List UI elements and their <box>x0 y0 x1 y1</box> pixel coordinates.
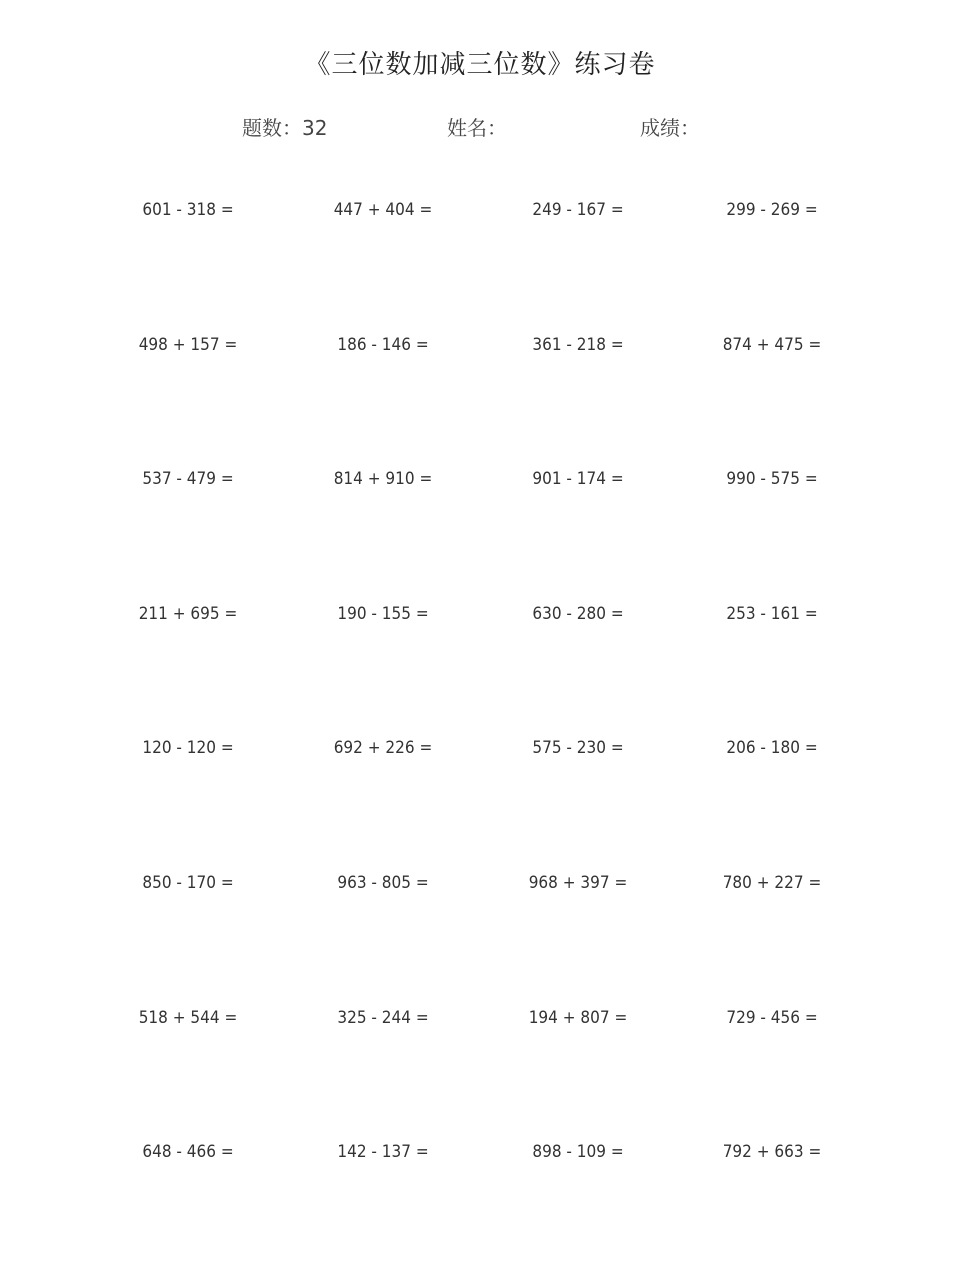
problem-4: 299 - 269 = <box>726 200 818 220</box>
problem-3: 249 - 167 = <box>532 200 624 220</box>
problem-28: 729 - 456 = <box>726 1007 818 1028</box>
problem-6: 186 - 146 = <box>337 334 429 355</box>
problem-11: 901 - 174 = <box>532 469 624 490</box>
problem-16: 253 - 161 = <box>726 603 818 624</box>
score-field-label: 成绩： <box>640 116 700 140</box>
problem-5: 498 + 157 = <box>138 334 238 355</box>
problem-27: 194 + 807 = <box>528 1007 628 1028</box>
problem-30: 142 - 137 = <box>337 1142 429 1163</box>
problem-7: 361 - 218 = <box>532 334 624 355</box>
question-count-label: 题数： <box>242 116 302 140</box>
problem-20: 206 - 180 = <box>726 738 818 759</box>
problem-24: 780 + 227 = <box>722 873 822 893</box>
problem-29: 648 - 466 = <box>142 1142 234 1163</box>
problem-21: 850 - 170 = <box>142 873 234 893</box>
problem-9: 537 - 479 = <box>142 469 234 490</box>
problem-15: 630 - 280 = <box>532 603 624 624</box>
problem-23: 968 + 397 = <box>528 873 628 893</box>
problem-31: 898 - 109 = <box>532 1142 624 1163</box>
worksheet-title: 《三位数加减三位数》练习卷 <box>304 50 656 80</box>
problem-17: 120 - 120 = <box>142 738 234 759</box>
problem-2: 447 + 404 = <box>333 200 433 220</box>
problem-19: 575 - 230 = <box>532 738 624 759</box>
problem-1: 601 - 318 = <box>142 200 234 220</box>
problem-8: 874 + 475 = <box>722 334 822 355</box>
problem-18: 692 + 226 = <box>333 738 433 759</box>
problem-12: 990 - 575 = <box>726 469 818 490</box>
problem-14: 190 - 155 = <box>337 603 429 624</box>
name-field-label: 姓名： <box>447 116 507 140</box>
problem-25: 518 + 544 = <box>138 1007 238 1028</box>
problem-10: 814 + 910 = <box>333 469 433 490</box>
problem-22: 963 - 805 = <box>337 873 429 893</box>
problem-32: 792 + 663 = <box>722 1142 822 1163</box>
problem-26: 325 - 244 = <box>337 1007 429 1028</box>
question-count-value: 32 <box>302 116 328 140</box>
problem-13: 211 + 695 = <box>138 603 238 624</box>
